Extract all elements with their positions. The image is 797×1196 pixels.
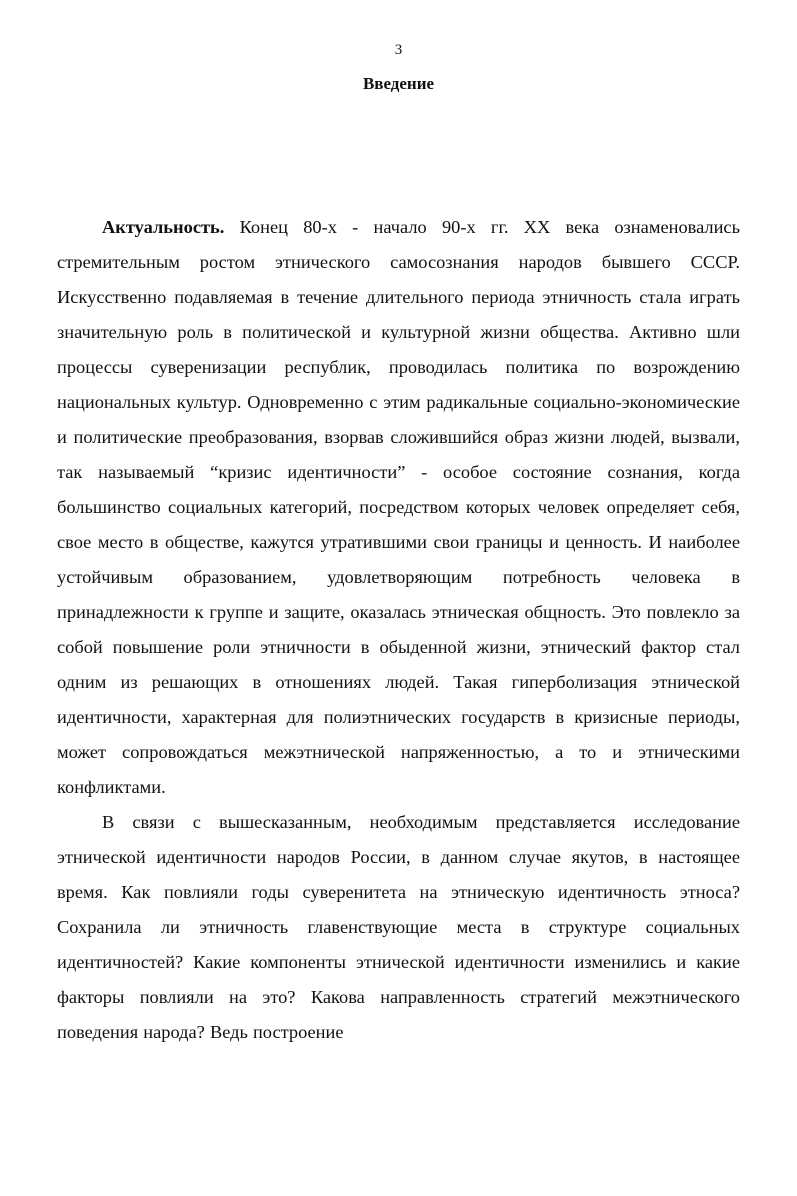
paragraph-text: В связи с вышесказанным, необходимым представляется исследование этнической идентичности народов России, в данном случае якутов, в настоящее время. Как повлияли годы суверенитета на этническую идентичность этноса? Сохранила ли этничность главенствующие места в структуре социальных идентичностей? Какие компоненты этнической идентичности изменились и какие факторы повлияли на это? Какова направленность стратегий межэтнического поведения народа? Ведь построение bbox=[57, 812, 740, 1042]
paragraph-text: Конец 80-х - начало 90-х гг. XX века ознаменовались стремительным ростом этнического самосознания народов бывшего СССР. Искусственно подавляемая в течение длительного периода этничность стала играть значительную роль в политической и культурной жизни общества. Активно шли процессы суверенизации республик, проводилась политика по возрождению национальных культур. Одновременно с этим радикальные социально-экономические и политические преобразования, взорвав сложившийся образ жизни людей, вызвали, так называемый “кризис идентичности” - особое состояние сознания, когда большинство социальных категорий, посредством которых человек определяет себя, свое место в обществе, кажутся утратившими свои границы и ценность. И наиболее устойчивым образованием, удовлетворяющим потребность человека в принадлежности к группе и защите, оказалась этническая общность. Это повлекло за собой повышение роли этничности в обыденной жизни, этнический фактор стал одним из решающих в отношениях людей. Такая гиперболизация этнической идентичности, характерная для полиэтнических государств в кризисные периоды, может сопровождаться межэтнической напряженностью, а то и этническими конфликтами. bbox=[57, 217, 740, 797]
section-heading: Введение bbox=[362, 74, 435, 93]
page-number: 3 bbox=[394, 42, 403, 58]
body-text bbox=[57, 210, 740, 1050]
paragraph-relevance bbox=[57, 210, 740, 805]
paragraph-research-questions bbox=[57, 805, 740, 1050]
paragraph-lead: Актуальность. bbox=[102, 217, 225, 237]
